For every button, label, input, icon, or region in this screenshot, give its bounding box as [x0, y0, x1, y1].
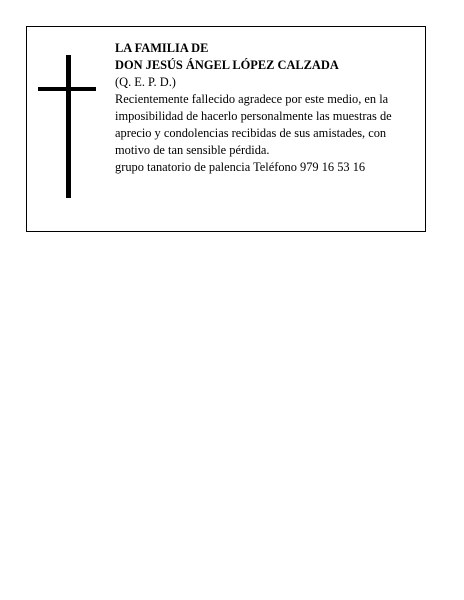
notice-text [115, 40, 421, 176]
funeral-home-contact: grupo tanatorio de palencia Teléfono 979 16 53 16 [115, 160, 366, 174]
cross-horizontal-bar [38, 87, 96, 91]
cross-vertical-bar [66, 55, 71, 198]
rip-abbreviation: (Q. E. P. D.) [115, 75, 176, 89]
thanks-message: Recientemente fallecido agradece por este medio, en la imposibilidad de hacerlo personalmente las muestras de aprecio y condolencias recibidas de sus amistades, con motivo de tan sensible pérdida. [115, 92, 392, 157]
deceased-name: DON JESÚS ÁNGEL LÓPEZ CALZADA [115, 58, 339, 72]
family-heading: LA FAMILIA DE [115, 41, 209, 55]
obituary-notice [26, 26, 426, 232]
